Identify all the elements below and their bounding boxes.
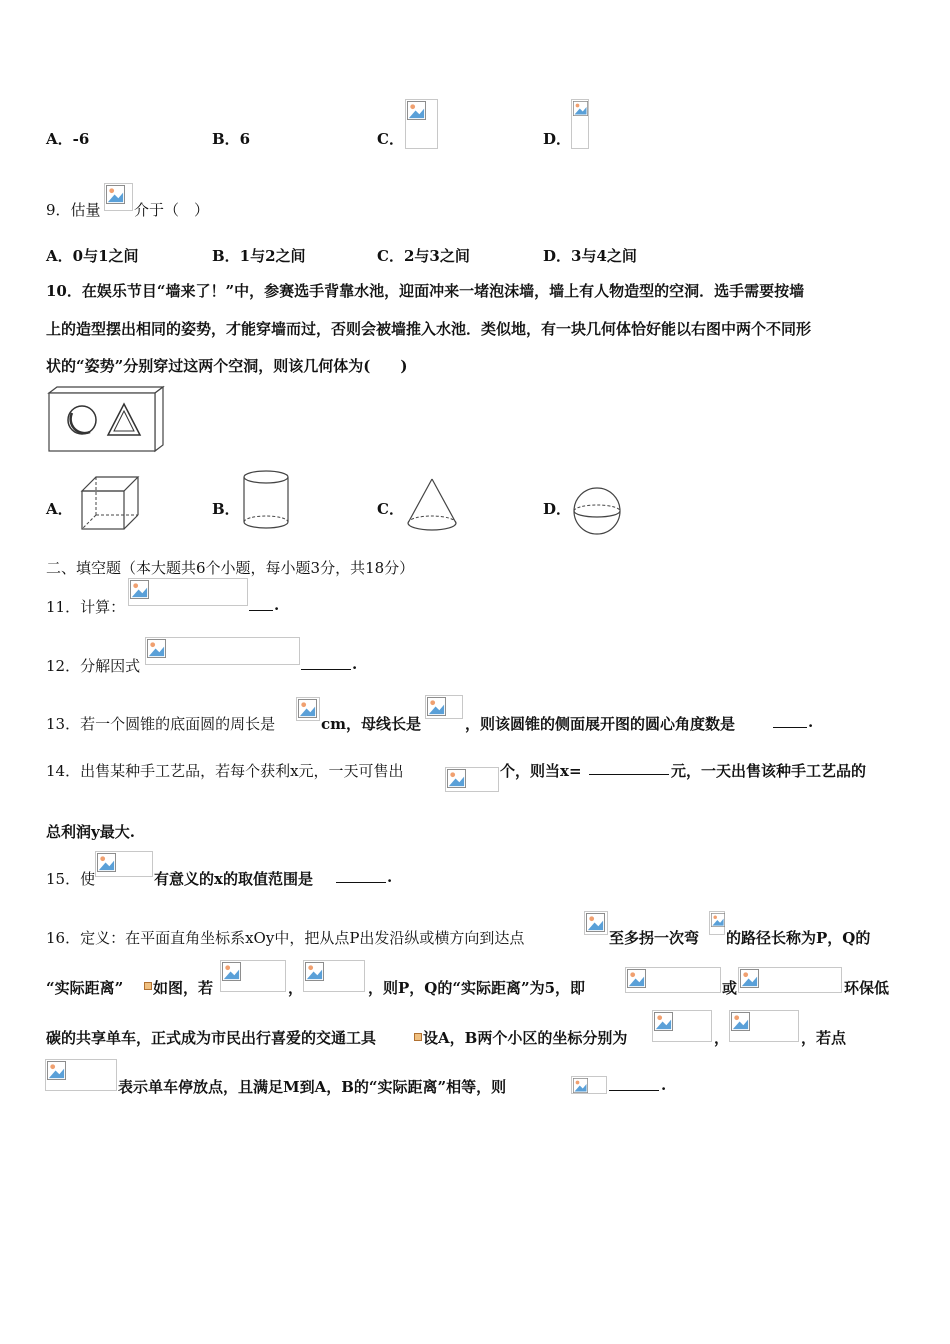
- q16-line3-d: ，若点: [801, 1029, 847, 1047]
- q12-suffix: .: [352, 655, 358, 673]
- q15-text-1: 15．使: [46, 870, 96, 888]
- q11-prefix: 11．计算：: [46, 598, 126, 616]
- q13-slant-height-image: [425, 695, 463, 719]
- q9-option-c: C．2与3之间: [377, 247, 470, 265]
- broken-image-icon: [740, 969, 759, 988]
- q14-answer-blank[interactable]: [589, 760, 669, 775]
- section-2-title: 二、填空题（本大题共6个小题，每小题3分，共18分）: [46, 559, 415, 577]
- broken-image-icon: [222, 962, 241, 981]
- q14-quantity-image: [445, 767, 499, 792]
- q10-option-c: C．: [377, 500, 404, 518]
- wall-with-holes-figure: [46, 385, 166, 453]
- q16-line3-a: 碳的共享单车，正式成为市民出行喜爱的交通工具: [46, 1029, 377, 1047]
- q16-line2-d: ，则P，Q的“实际距离”为5，即: [368, 979, 586, 997]
- q11-expression-image: [128, 578, 248, 606]
- broken-image-icon: [407, 101, 426, 120]
- q15-expression-image: [95, 851, 153, 877]
- q16-point-b-image: [729, 1010, 799, 1042]
- q16-answer-blank[interactable]: [609, 1076, 659, 1091]
- q9-option-a: A．0与1之间: [46, 247, 139, 265]
- q14-text-3: 元，一天出售该种手工艺品的: [671, 762, 867, 780]
- cone-icon: [404, 476, 460, 534]
- broken-image-icon: [298, 699, 317, 718]
- q13-text-1: 13．若一个圆锥的底面圆的周长是: [46, 715, 276, 733]
- q13-answer-blank[interactable]: [773, 713, 807, 728]
- q16-line4-a: 表示单车停放点，且满足M到A，B的“实际距离”相等，则: [118, 1078, 507, 1096]
- cube-icon: [78, 473, 142, 533]
- q8-option-c-image: [405, 99, 438, 149]
- q15-text-2: 有意义的x的取值范围是: [154, 870, 313, 888]
- q9-expression-image: [104, 183, 133, 211]
- q8-option-b: B．6: [212, 130, 251, 148]
- broken-image-icon: [47, 1061, 66, 1080]
- broken-image-icon: [731, 1012, 750, 1031]
- q16-answer-expression-image: [571, 1076, 607, 1094]
- q15-answer-blank[interactable]: [336, 868, 386, 883]
- broken-image-icon: [573, 101, 588, 116]
- q13-text-3: ，则该圆锥的侧面展开图的圆心角度数是: [465, 715, 736, 733]
- q8-option-d-image: [571, 99, 589, 149]
- broken-image-icon: [711, 913, 725, 927]
- q16-point-a-image: [652, 1010, 712, 1042]
- q16-point-p-image: [220, 960, 286, 992]
- small-image-marker-icon: [144, 982, 152, 990]
- broken-image-icon: [147, 639, 166, 658]
- q16-point-q2-image: [303, 960, 365, 992]
- q12-answer-blank[interactable]: [301, 655, 351, 670]
- q16-equation-image-2: [738, 967, 842, 993]
- q11-answer-blank[interactable]: [249, 596, 273, 611]
- q9-option-b: B．1与2之间: [212, 247, 306, 265]
- q16-point-m-image: [45, 1059, 117, 1091]
- broken-image-icon: [106, 185, 125, 204]
- q10-option-b: B．: [212, 500, 240, 518]
- q16-line1-c: 的路径长称为P，Q的: [726, 929, 871, 947]
- broken-image-icon: [130, 580, 149, 599]
- q13-circumference-image: [296, 697, 320, 721]
- q10-line-3: 状的“姿势”分别穿过这两个空洞，则该几何体为( ): [46, 357, 408, 375]
- broken-image-icon: [573, 1078, 588, 1093]
- q16-equation-image-1: [625, 967, 721, 993]
- cylinder-icon: [240, 468, 292, 532]
- broken-image-icon: [427, 697, 446, 716]
- q16-line3-c: ，: [714, 1029, 730, 1047]
- q9-stem-suffix: 介于（ ）: [134, 201, 210, 219]
- q16-line2-c: ，: [288, 979, 304, 997]
- q10-option-d: D．: [543, 500, 572, 518]
- q14-text-2: 个，则当x=: [500, 762, 582, 780]
- q9-stem-prefix: 9．估量: [46, 201, 101, 219]
- q13-text-4: .: [808, 713, 814, 731]
- q16-point-q-image: [584, 911, 608, 935]
- q16-line4-b: .: [661, 1076, 667, 1094]
- q16-line1-a: 16．定义：在平面直角坐标系xOy中，把从点P出发沿纵或横方向到达点: [46, 929, 525, 947]
- broken-image-icon: [654, 1012, 673, 1031]
- sphere-icon: [571, 486, 623, 536]
- q16-inline-image-1: [709, 911, 725, 935]
- q10-line-2: 上的造型摆出相同的姿势，才能穿墙而过，否则会被墙推入水池．类似地，有一块几何体恰好能以右图中两个不同形: [46, 320, 812, 338]
- broken-image-icon: [305, 962, 324, 981]
- q16-line1-b: 至多拐一次弯: [609, 929, 700, 947]
- q16-line2-e: 或: [722, 979, 738, 997]
- q16-line3-b: 设A，B两个小区的坐标分别为: [423, 1029, 628, 1047]
- broken-image-icon: [627, 969, 646, 988]
- q12-prefix: 12．分解因式: [46, 657, 141, 675]
- broken-image-icon: [97, 853, 116, 872]
- q14-line-2: 总利润y最大.: [46, 823, 135, 841]
- q15-text-3: .: [387, 868, 393, 886]
- broken-image-icon: [586, 913, 605, 932]
- q16-line2-f: 环保低: [844, 979, 890, 997]
- q8-option-d: D．: [543, 130, 572, 148]
- q10-option-a: A．: [46, 500, 73, 518]
- q10-line-1: 10．在娱乐节目“墙来了！”中，参赛选手背靠水池，迎面冲来一堵泡沫墙，墙上有人物造型的空洞．选手需要按墙: [46, 282, 805, 300]
- q9-option-d: D．3与4之间: [543, 247, 637, 265]
- q8-option-a: A．-6: [46, 130, 90, 148]
- q11-suffix: .: [274, 596, 280, 614]
- q16-line2-b: 如图，若: [153, 979, 214, 997]
- q16-line2-a: “实际距离”: [46, 979, 124, 997]
- q8-option-c: C．: [377, 130, 404, 148]
- q14-text-1: 14．出售某种手工艺品，若每个获利x元，一天可售出: [46, 762, 404, 780]
- broken-image-icon: [447, 769, 466, 788]
- q13-text-2: cm，母线长是: [321, 715, 422, 733]
- small-image-marker-icon: [414, 1033, 422, 1041]
- q12-expression-image: [145, 637, 300, 665]
